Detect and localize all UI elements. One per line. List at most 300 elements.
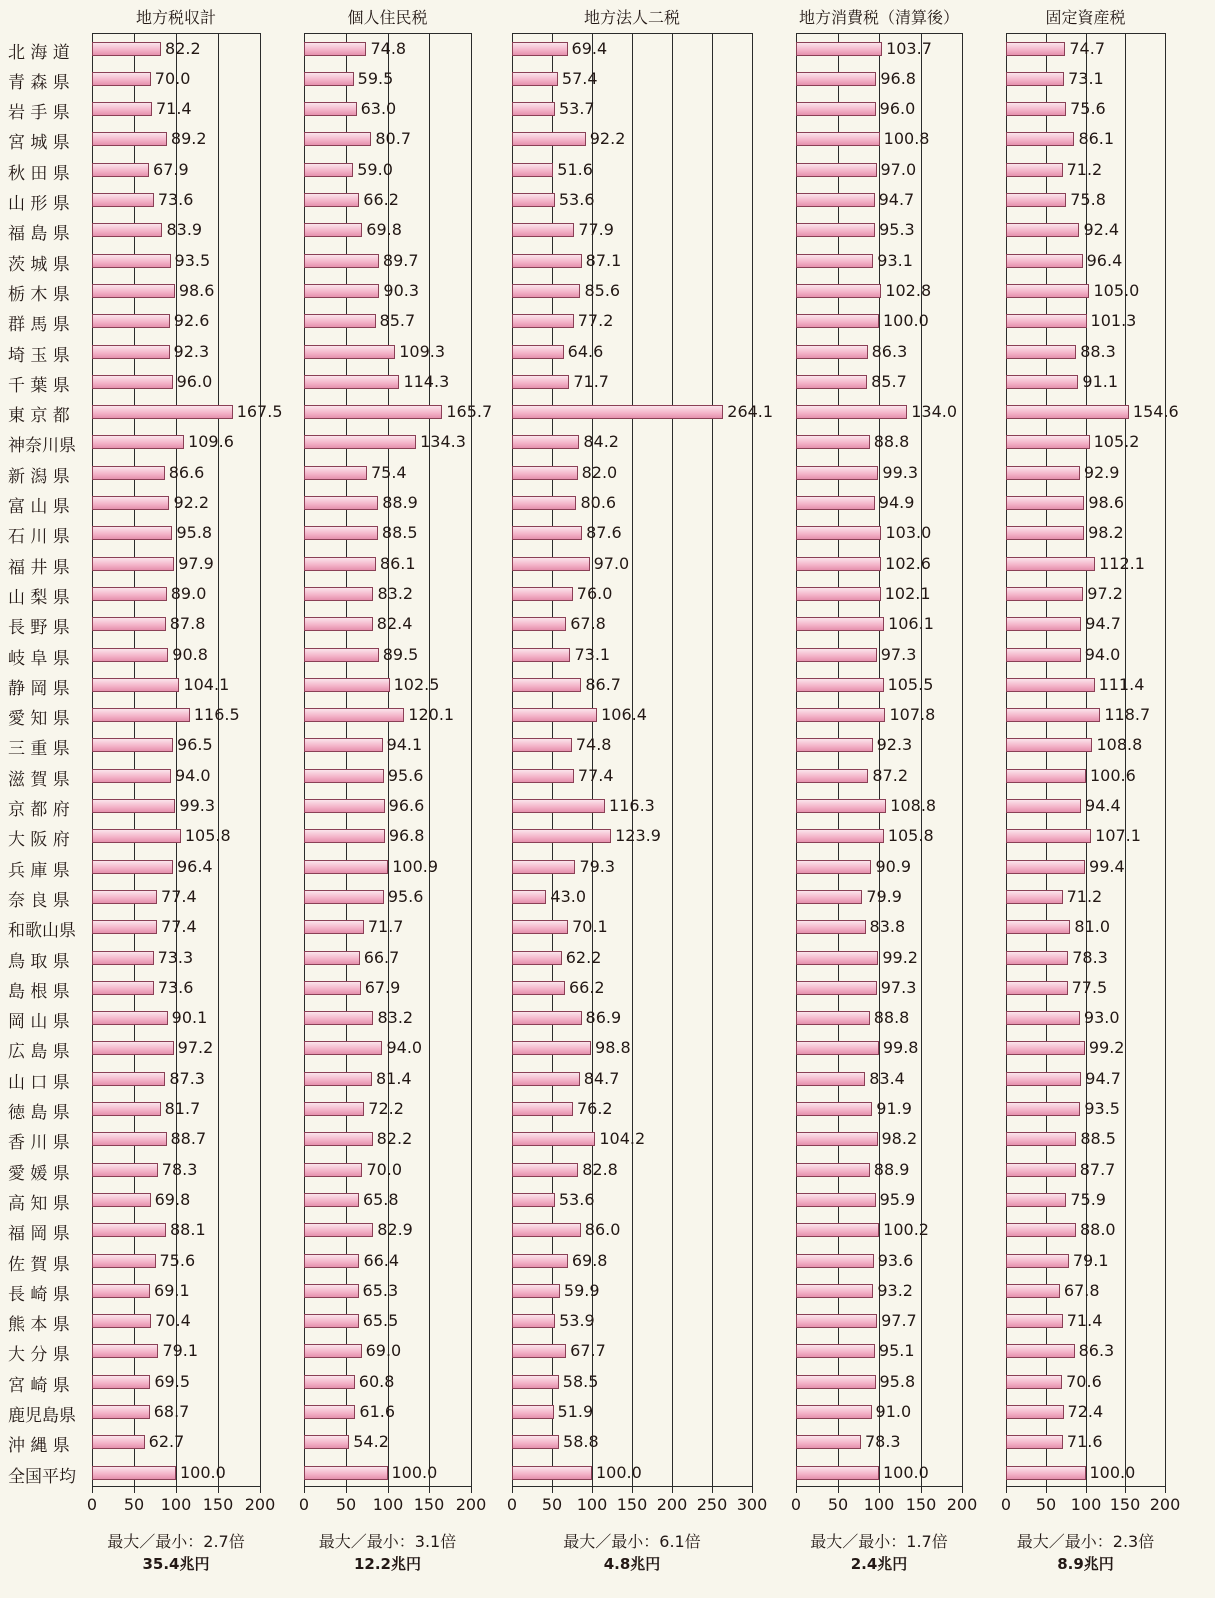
bar [1006, 951, 1068, 965]
value-label: 108.8 [1096, 735, 1143, 755]
bar [512, 1344, 566, 1358]
bar [304, 466, 367, 480]
bar [512, 254, 582, 268]
bar [796, 405, 907, 419]
bar [92, 163, 149, 177]
value-label: 87.7 [1079, 1159, 1116, 1179]
value-label: 134.0 [911, 402, 958, 422]
value-label: 59.0 [357, 159, 393, 179]
prefecture-label: 長 野 県 [8, 618, 70, 639]
value-label: 100.8 [883, 129, 930, 149]
value-label: 105.0 [1093, 280, 1140, 300]
value-label: 88.9 [382, 493, 418, 512]
value-label: 86.1 [1078, 129, 1115, 149]
bar [92, 193, 154, 207]
prefecture-label: 長 崎 県 [8, 1284, 70, 1305]
gridline [552, 33, 553, 1487]
bar [512, 496, 576, 510]
value-label: 95.6 [387, 765, 424, 785]
bar [512, 981, 565, 995]
bar [1006, 1223, 1076, 1237]
bar [796, 829, 884, 843]
bar [796, 617, 884, 631]
bar [92, 951, 154, 965]
bar [796, 1163, 870, 1177]
axis-tick [672, 1487, 673, 1493]
bar [512, 163, 553, 177]
tick-label: 200 [946, 1495, 978, 1514]
bar [92, 587, 167, 601]
value-label: 100.0 [391, 1462, 438, 1482]
ratio-text: 最大／最小：3.1倍 [318, 1532, 457, 1551]
bar [1006, 1466, 1086, 1480]
prefecture-label: 大 分 県 [8, 1345, 70, 1366]
gridline [838, 33, 839, 1487]
value-label: 105.8 [887, 826, 934, 846]
value-label: 95.9 [879, 1189, 916, 1209]
bar [796, 435, 870, 449]
bar [92, 1011, 168, 1025]
bar [512, 466, 578, 480]
prefecture-label: 鳥 取 県 [8, 951, 70, 972]
tick-label: 200 [1149, 1495, 1181, 1514]
value-label: 99.8 [882, 1038, 919, 1058]
value-label: 100.0 [1089, 1462, 1136, 1482]
bar [512, 102, 555, 116]
value-label: 53.6 [558, 1189, 595, 1209]
bar [796, 314, 879, 328]
bar [796, 981, 877, 995]
value-label: 78.3 [864, 1432, 901, 1452]
value-label: 74.7 [1069, 38, 1105, 58]
value-label: 92.3 [173, 341, 210, 361]
tick-label: 100 [863, 1495, 895, 1514]
bar [512, 72, 558, 86]
tick-label: 0 [298, 1495, 310, 1514]
bar [304, 375, 399, 389]
value-label: 93.0 [1083, 1008, 1120, 1028]
value-label: 82.9 [377, 1220, 413, 1240]
value-label: 107.8 [889, 705, 936, 725]
bar [796, 920, 866, 934]
bar [512, 42, 568, 56]
axis-tick [838, 1487, 839, 1493]
bar [796, 163, 877, 177]
bar [796, 648, 877, 662]
bar [92, 708, 190, 722]
prefecture-label: 秋 田 県 [8, 163, 70, 184]
axis-tick [879, 1487, 880, 1493]
bar [92, 678, 179, 692]
value-label: 88.5 [1080, 1129, 1116, 1149]
prefecture-label: 新 潟 県 [8, 466, 70, 487]
bar [796, 526, 881, 540]
value-label: 91.0 [875, 1402, 912, 1421]
value-label: 59.9 [563, 1280, 600, 1300]
value-label: 98.2 [881, 1129, 918, 1149]
bar [1006, 648, 1081, 662]
bar [92, 375, 173, 389]
bar [92, 1223, 166, 1237]
value-label: 96.0 [879, 99, 916, 119]
value-label: 67.7 [570, 1341, 606, 1361]
bar [512, 951, 562, 965]
value-label: 86.7 [585, 674, 621, 694]
value-label: 83.4 [869, 1068, 905, 1088]
bar [1006, 738, 1092, 752]
axis-tick [1165, 1487, 1166, 1493]
value-label: 105.2 [1093, 432, 1140, 452]
bar [92, 1193, 151, 1207]
bar [304, 345, 395, 359]
gridline [1125, 33, 1126, 1487]
value-label: 73.6 [157, 977, 194, 997]
axis-tick [304, 1487, 305, 1493]
bar [304, 981, 361, 995]
axis-tick [218, 1487, 219, 1493]
value-label: 94.9 [878, 493, 915, 512]
value-label: 96.8 [388, 826, 425, 846]
value-label: 72.2 [368, 1099, 404, 1118]
value-label: 98.8 [595, 1038, 631, 1058]
tick-label: 0 [790, 1495, 802, 1514]
bar [512, 1072, 580, 1086]
bar [1006, 163, 1063, 177]
axis-tick [134, 1487, 135, 1493]
value-label: 114.3 [403, 371, 450, 391]
value-label: 73.6 [157, 190, 194, 209]
bar [92, 769, 171, 783]
value-label: 106.4 [601, 705, 647, 725]
bar [1006, 1132, 1076, 1146]
value-label: 89.2 [170, 129, 207, 149]
value-label: 72.4 [1067, 1402, 1104, 1421]
value-label: 97.3 [880, 644, 917, 664]
prefecture-label: 和歌山県 [8, 921, 76, 942]
value-label: 58.5 [562, 1371, 599, 1391]
axis-tick [552, 1487, 553, 1493]
bar [1006, 1314, 1063, 1328]
bar [92, 981, 154, 995]
bar [512, 920, 568, 934]
value-label: 71.7 [573, 371, 609, 391]
panel-title: 地方消費税（清算後） [798, 8, 959, 27]
value-label: 100.0 [883, 1462, 929, 1482]
tick-label: 50 [123, 1495, 145, 1514]
value-label: 80.7 [375, 129, 411, 149]
value-label: 107.1 [1095, 826, 1141, 846]
bar [1006, 1344, 1075, 1358]
prefecture-label: 石 川 県 [8, 527, 70, 548]
bar [1006, 132, 1074, 146]
value-label: 109.3 [399, 341, 446, 361]
bar [304, 435, 416, 449]
axis-tick [962, 1487, 963, 1493]
tick-label: 50 [335, 1495, 357, 1514]
bar [1006, 1072, 1081, 1086]
value-label: 79.1 [1072, 1250, 1109, 1270]
bar [92, 890, 157, 904]
value-label: 99.3 [882, 462, 919, 482]
prefecture-label: 島 根 県 [8, 981, 70, 1002]
value-label: 116.3 [609, 796, 655, 815]
value-label: 94.7 [1085, 1068, 1121, 1088]
prefecture-label: 宮 崎 県 [8, 1375, 70, 1396]
bar [1006, 557, 1095, 571]
value-label: 97.3 [880, 977, 917, 997]
bar [92, 1254, 156, 1268]
prefecture-label: 青 森 県 [8, 72, 70, 93]
value-label: 98.6 [1088, 493, 1124, 512]
value-label: 90.8 [172, 644, 208, 664]
prefecture-label: 兵 庫 県 [8, 860, 70, 881]
bar [304, 1193, 359, 1207]
tick-label: 150 [413, 1495, 445, 1514]
bar [304, 557, 376, 571]
prefecture-label: 千 葉 県 [8, 375, 70, 396]
bar [92, 1284, 150, 1298]
bar [1006, 496, 1084, 510]
bar [304, 799, 385, 813]
value-label: 66.4 [363, 1250, 400, 1270]
tick-label: 200 [244, 1495, 276, 1514]
value-label: 70.6 [1066, 1371, 1102, 1391]
gridline [346, 33, 347, 1487]
tick-label: 150 [1109, 1495, 1141, 1514]
ratio-text: 最大／最小：6.1倍 [563, 1532, 701, 1551]
value-label: 69.8 [571, 1250, 608, 1270]
bar [304, 617, 373, 631]
value-label: 109.6 [188, 432, 234, 452]
value-label: 95.8 [879, 1371, 916, 1391]
value-label: 94.4 [1085, 796, 1121, 815]
bar [1006, 1254, 1069, 1268]
bar [304, 1102, 364, 1116]
axis-tick [176, 1487, 177, 1493]
value-label: 71.6 [1066, 1432, 1103, 1452]
gridline [429, 33, 430, 1487]
bar [92, 829, 181, 843]
bar [304, 132, 371, 146]
total-text: 35.4兆円 [142, 1555, 210, 1573]
axis-tick [471, 1487, 472, 1493]
prefecture-label: 京 都 府 [8, 800, 70, 820]
bar [796, 1254, 874, 1268]
value-label: 167.5 [236, 402, 283, 422]
bar [796, 1344, 875, 1358]
value-label: 77.4 [161, 886, 197, 906]
bar [512, 769, 574, 783]
axis-tick [1125, 1487, 1126, 1493]
value-label: 53.7 [558, 99, 595, 119]
axis-tick [1046, 1487, 1047, 1493]
bar [796, 345, 868, 359]
value-label: 85.7 [379, 311, 416, 331]
axis-tick [1006, 1487, 1007, 1493]
tick-label: 150 [905, 1495, 937, 1514]
bar [1006, 890, 1063, 904]
bar [512, 314, 574, 328]
value-label: 69.1 [154, 1280, 190, 1300]
prefecture-label: 福 島 県 [8, 224, 70, 245]
prefecture-label: 福 岡 県 [8, 1224, 70, 1245]
value-label: 88.3 [1080, 341, 1116, 361]
value-label: 86.9 [585, 1008, 622, 1028]
panel-title: 固定資産税 [1045, 8, 1126, 27]
axis-tick [512, 1487, 513, 1493]
bar [1006, 1375, 1062, 1389]
bar [796, 557, 881, 571]
value-label: 69.0 [365, 1341, 402, 1361]
bar [796, 1041, 879, 1055]
prefecture-label: 熊 本 県 [8, 1315, 70, 1336]
bar [304, 920, 364, 934]
tick-label: 0 [1000, 1495, 1012, 1514]
axis-tick [921, 1487, 922, 1493]
value-label: 75.4 [370, 462, 407, 482]
value-label: 43.0 [550, 886, 587, 906]
value-label: 95.6 [387, 886, 424, 906]
bar [512, 1375, 559, 1389]
ratio-text: 最大／最小：2.7倍 [107, 1532, 245, 1551]
bar [1006, 102, 1066, 116]
bar [796, 1284, 873, 1298]
bar [1006, 708, 1100, 722]
bar [1006, 526, 1084, 540]
value-label: 67.9 [153, 159, 189, 179]
bar [512, 1223, 581, 1237]
value-label: 95.1 [878, 1341, 915, 1361]
axis-tick [632, 1487, 633, 1493]
prefecture-label: 徳 島 県 [8, 1103, 70, 1123]
bar [796, 708, 885, 722]
bar [512, 617, 566, 631]
value-label: 99.3 [179, 796, 216, 815]
tick-label: 150 [616, 1495, 648, 1514]
tick-label: 300 [736, 1495, 768, 1514]
bar [1006, 314, 1087, 328]
value-label: 82.0 [581, 462, 618, 482]
value-label: 66.2 [568, 977, 605, 997]
bar [304, 254, 379, 268]
prefecture-label: 神奈川県 [8, 436, 76, 457]
value-label: 81.4 [375, 1068, 412, 1088]
bar [92, 345, 170, 359]
gridline [1046, 33, 1047, 1487]
bar [304, 1375, 355, 1389]
value-label: 94.1 [386, 735, 423, 755]
bar [304, 1254, 359, 1268]
value-label: 104.2 [599, 1129, 646, 1149]
bar [92, 102, 152, 116]
value-label: 93.1 [877, 250, 913, 270]
value-label: 88.0 [1079, 1220, 1116, 1240]
bar [92, 254, 171, 268]
value-label: 87.8 [169, 614, 206, 634]
value-label: 101.3 [1090, 311, 1137, 331]
value-label: 106.1 [888, 614, 934, 634]
prefecture-label: 山 梨 県 [8, 587, 70, 608]
bar [92, 526, 172, 540]
bar [92, 1163, 158, 1177]
value-label: 88.5 [381, 523, 418, 543]
bar [1006, 1163, 1076, 1177]
value-label: 70.4 [155, 1311, 191, 1331]
bar [796, 1223, 879, 1237]
value-label: 57.4 [561, 68, 598, 88]
bar [1006, 1193, 1066, 1207]
bar [1006, 193, 1066, 207]
bar [92, 1102, 161, 1116]
value-label: 77.4 [577, 765, 614, 785]
bar [92, 314, 170, 328]
value-label: 96.4 [176, 856, 213, 876]
bar [796, 1132, 878, 1146]
bar [92, 132, 167, 146]
value-label: 86.3 [871, 341, 908, 361]
value-label: 112.1 [1099, 553, 1145, 573]
total-text: 8.9兆円 [1057, 1555, 1114, 1573]
value-label: 92.2 [589, 129, 626, 149]
value-label: 77.5 [1071, 977, 1108, 997]
bar [512, 1405, 554, 1419]
bar [796, 1011, 870, 1025]
value-label: 86.6 [168, 462, 205, 482]
bar [796, 860, 871, 874]
value-label: 64.6 [567, 341, 604, 361]
bar [796, 890, 862, 904]
value-label: 79.1 [162, 1341, 199, 1361]
bar [304, 1344, 362, 1358]
gridline [921, 33, 922, 1487]
value-label: 94.0 [174, 765, 211, 785]
prefecture-label: 沖 縄 県 [8, 1436, 70, 1457]
value-label: 100.0 [596, 1462, 642, 1482]
value-label: 89.0 [170, 583, 207, 603]
value-label: 69.8 [154, 1189, 191, 1209]
axis-tick [592, 1487, 593, 1493]
bar [512, 1193, 555, 1207]
prefecture-label: 大 阪 府 [8, 830, 70, 851]
prefecture-label: 茨 城 県 [8, 254, 70, 275]
bar [1006, 860, 1085, 874]
bar [92, 496, 169, 510]
value-label: 67.8 [570, 614, 606, 634]
bar [512, 284, 580, 298]
bar [304, 42, 366, 56]
bar [304, 708, 404, 722]
value-label: 264.1 [727, 402, 774, 422]
prefecture-label: 東 京 都 [8, 406, 70, 427]
value-label: 85.7 [871, 371, 907, 391]
bar [796, 1193, 876, 1207]
value-label: 75.9 [1070, 1189, 1106, 1209]
value-label: 97.9 [178, 553, 214, 573]
value-label: 83.9 [166, 220, 203, 240]
bar [304, 648, 379, 662]
bar [92, 1344, 158, 1358]
bar [512, 345, 564, 359]
value-label: 88.8 [873, 1008, 910, 1028]
value-label: 100.0 [180, 1462, 226, 1482]
value-label: 53.9 [559, 1311, 595, 1331]
value-label: 94.7 [1085, 614, 1121, 634]
axis-tick [388, 1487, 389, 1493]
value-label: 76.2 [576, 1099, 613, 1118]
bar [92, 557, 174, 571]
bar [92, 466, 165, 480]
value-label: 92.2 [173, 493, 210, 512]
